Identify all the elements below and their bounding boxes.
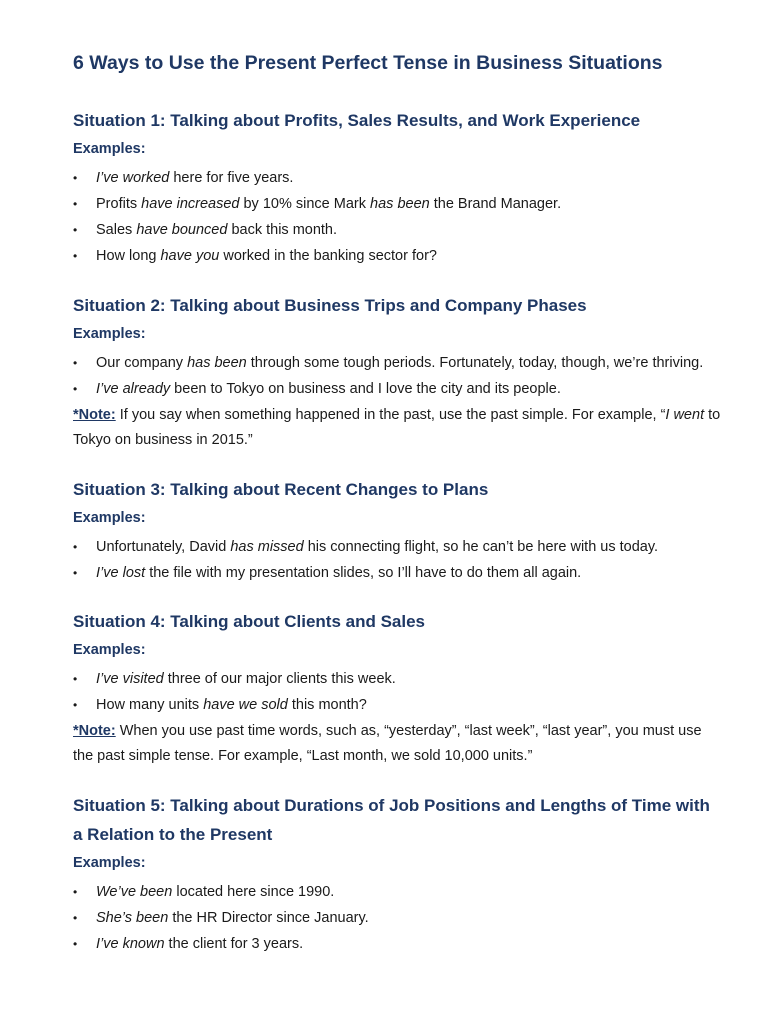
bullet-icon: • — [73, 381, 78, 396]
example-text: Our company — [96, 354, 188, 371]
example-text: How long — [96, 248, 161, 264]
example-emphasis: has been — [370, 196, 430, 212]
example-emphasis: I’ve worked — [96, 170, 170, 186]
bullet-icon: • — [73, 698, 78, 712]
example-emphasis: have you — [160, 248, 220, 264]
situation-section-3 — [73, 475, 723, 586]
example-item — [73, 693, 723, 718]
example-item — [73, 218, 723, 243]
example-item — [73, 166, 723, 191]
example-text: worked in the banking sector for? — [219, 248, 437, 264]
example-text: the client for 3 years. — [164, 936, 304, 952]
note-text: to Tokyo on business in 2015.” — [73, 406, 721, 448]
examples-label: Examples: — [73, 855, 146, 871]
example-emphasis: I’ve visited — [96, 671, 164, 687]
situation-section-5 — [73, 791, 723, 957]
note-emphasis: I went — [665, 406, 705, 423]
bullet-icon: • — [73, 885, 78, 899]
example-text: been to Tokyo on business and I love the city and its people. — [170, 380, 561, 397]
example-emphasis: She’s been — [96, 910, 169, 926]
example-emphasis: have we sold — [203, 697, 288, 713]
example-emphasis: has been — [187, 354, 247, 371]
situation-heading: Situation 4: Talking about Clients and Sales — [73, 612, 426, 631]
example-text: by 10% since Mark — [239, 196, 371, 212]
examples-list — [73, 535, 723, 586]
example-item — [73, 906, 723, 931]
example-item — [73, 667, 723, 692]
example-item — [73, 244, 723, 269]
example-emphasis: I’ve known — [96, 936, 165, 952]
example-item — [73, 192, 723, 217]
example-text: through some tough periods. Fortunately, today, though, we’re thriving. — [246, 354, 704, 371]
examples-list — [73, 667, 723, 718]
example-text: his connecting flight, so he can’t be here with us today. — [303, 538, 659, 555]
situation-heading: Situation 3: Talking about Recent Changes to Plans — [73, 479, 489, 499]
page-title: 6 Ways to Use the Present Perfect Tense in Business Situations — [73, 52, 663, 74]
examples-label: Examples: — [73, 642, 146, 658]
example-text: How many units — [96, 697, 204, 713]
examples-label: Examples: — [73, 141, 146, 157]
example-item — [73, 535, 723, 560]
note-paragraph — [73, 403, 723, 453]
bullet-icon: • — [73, 672, 78, 686]
bullet-icon: • — [73, 911, 78, 925]
situations-list — [73, 106, 723, 957]
bullet-icon: • — [73, 355, 78, 370]
bullet-icon: • — [73, 171, 78, 185]
note-label: *Note: — [73, 723, 116, 739]
example-item — [73, 880, 723, 905]
bullet-icon: • — [73, 249, 78, 263]
example-emphasis: I’ve already — [96, 380, 171, 397]
example-text: this month? — [287, 697, 367, 713]
examples-label: Examples: — [73, 325, 146, 342]
situation-section-4 — [73, 607, 723, 769]
situation-heading: Situation 2: Talking about Business Trips and Company Phases — [73, 295, 587, 315]
example-text: the file with my presentation slides, so I’ll have to do them all again. — [145, 564, 582, 581]
document-page — [73, 50, 723, 979]
example-text: here for five years. — [169, 170, 294, 186]
bullet-icon: • — [73, 565, 78, 580]
example-text: Profits — [96, 196, 142, 212]
situation-section-2 — [73, 291, 723, 453]
situation-heading: Situation 1: Talking about Profits, Sales Results, and Work Experience — [73, 111, 641, 130]
example-emphasis: have bounced — [136, 222, 228, 238]
situation-heading: Situation 5: Talking about Durations of Job Positions and Lengths of Time with a Relation to the Present — [73, 796, 710, 844]
examples-list — [73, 351, 723, 402]
example-item — [73, 377, 723, 402]
examples-list — [73, 166, 723, 269]
example-text: the Brand Manager. — [429, 196, 562, 212]
example-emphasis: has missed — [230, 538, 304, 555]
example-text: Unfortunately, David — [96, 538, 231, 555]
note-text: If you say when something happened in the past, use the past simple. For example, “ — [115, 406, 666, 423]
example-text: the HR Director since January. — [168, 910, 369, 926]
examples-label: Examples: — [73, 509, 146, 526]
bullet-icon: • — [73, 937, 78, 951]
examples-list — [73, 880, 723, 957]
example-text: back this month. — [227, 222, 338, 238]
example-emphasis: I’ve lost — [96, 564, 146, 581]
example-text: three of our major clients this week. — [163, 671, 396, 687]
situation-section-1 — [73, 106, 723, 269]
bullet-icon: • — [73, 223, 78, 237]
note-label: *Note: — [73, 406, 116, 423]
bullet-icon: • — [73, 197, 78, 211]
example-text: Sales — [96, 222, 137, 238]
note-text: When you use past time words, such as, “yesterday”, “last week”, “last year”, you must use the past simple tense. For example, “Last month, we sold 10,000 units.” — [73, 723, 702, 764]
example-item — [73, 932, 723, 957]
example-text: located here since 1990. — [172, 884, 335, 900]
bullet-icon: • — [73, 539, 78, 554]
example-item — [73, 561, 723, 586]
note-paragraph — [73, 719, 723, 769]
example-emphasis: We’ve been — [96, 884, 173, 900]
example-emphasis: have increased — [141, 196, 240, 212]
example-item — [73, 351, 723, 376]
